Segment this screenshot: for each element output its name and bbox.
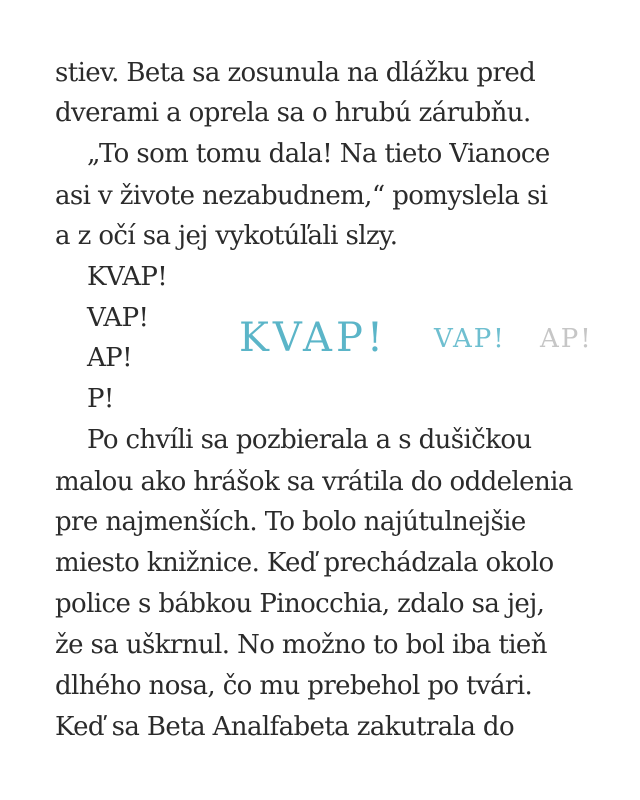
text-line-4: asi v živote nezabudnem,“ pomyslela si: [55, 181, 548, 211]
sound-effect-kvap: KVAP!: [239, 315, 387, 361]
text-line-3: „To som tomu dala! Na tieto Vianoce: [87, 139, 550, 169]
text-line-5: a z očí sa jej vykotúľali slzy.: [55, 221, 398, 251]
text-line-17: Keď sa Beta Analfabeta zakutrala do: [55, 712, 514, 742]
text-line-13: miesto knižnice. Keď prechádzala okolo: [55, 548, 554, 578]
text-line-12: pre najmenších. To bolo najútulnejšie: [55, 507, 526, 537]
text-line-1: stiev. Beta sa zosunula na dlážku pred: [55, 58, 536, 88]
sound-effect-vap: VAP!: [434, 324, 506, 354]
text-line-8: AP!: [87, 343, 132, 373]
text-line-16: dlhého nosa, čo mu prebehol po tvári.: [55, 671, 533, 701]
text-line-10: Po chvíli sa pozbierala a s dušičkou: [87, 425, 532, 455]
text-line-7: VAP!: [87, 303, 149, 333]
sound-effect-ap: AP!: [540, 324, 593, 354]
text-line-14: police s bábkou Pinocchia, zdalo sa jej,: [55, 589, 545, 619]
text-line-9: P!: [87, 384, 114, 414]
text-line-11: malou ako hrášok sa vrátila do oddelenia: [55, 467, 573, 497]
text-line-6: KVAP!: [87, 262, 168, 292]
text-line-2: dverami a oprela sa o hrubú zárubňu.: [55, 98, 531, 128]
text-line-15: že sa uškrnul. No možno to bol iba tieň: [55, 630, 547, 660]
